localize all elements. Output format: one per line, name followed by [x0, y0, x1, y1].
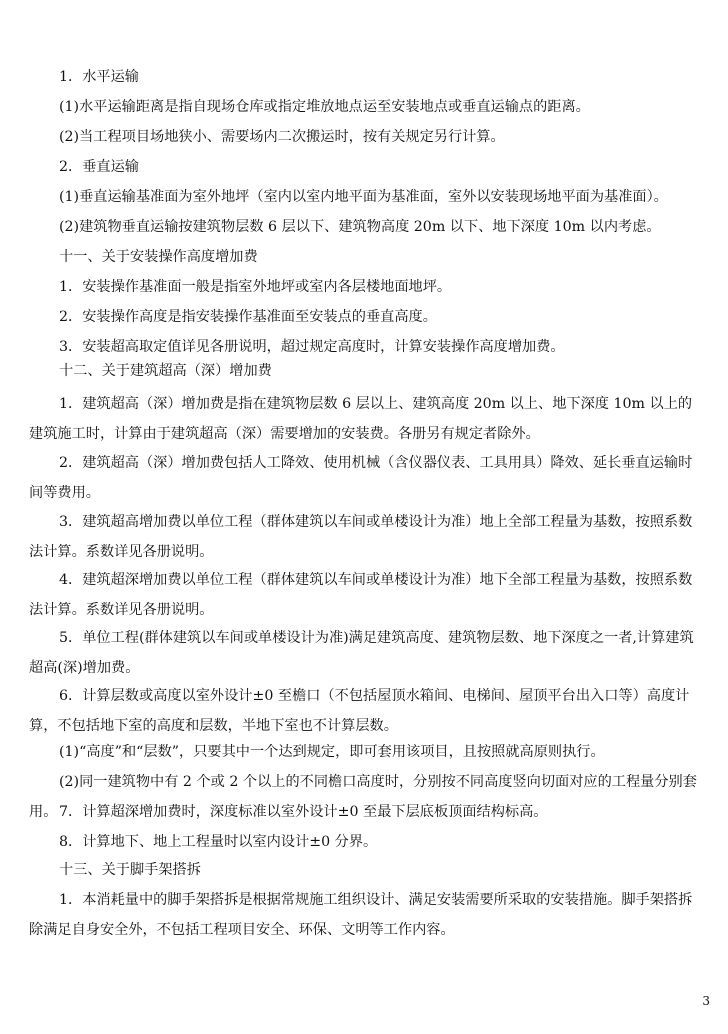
heading-horizontal-transport: 1．水平运输: [59, 69, 139, 85]
paragraph: (1)垂直运输基准面为室外地坪（室内以室内地平面为基准面，室外以安装现场地平面为基准面）。: [59, 189, 668, 205]
paragraph: 3．安装超高取定值详见各册说明，超过规定高度时，计算安装操作高度增加费。: [59, 339, 565, 355]
paragraph: 1．建筑超高（深）增加费是指在建筑物层数 6 层以上、建筑高度 20m 以上、地下深度 10m 以上的建筑施工时，计算由于建筑超高（深）需要增加的安装费。各册另有规定者除外。: [29, 396, 693, 442]
paragraph: 1．安装操作基准面一般是指室外地坪或室内各层楼地面地坪。: [59, 279, 452, 295]
paragraph: 3．建筑超高增加费以单位工程（群体建筑以车间或单楼设计为准）地上全部工程量为基数，按照系数法计算。系数详见各册说明。: [29, 514, 693, 560]
paragraph: 5．单位工程(群体建筑以车间或单楼设计为准)满足建筑高度、建筑物层数、地下深度之一者,计算建筑超高(深)增加费。: [29, 630, 694, 676]
paragraph: (2)同一建筑物中有 2 个或 2 个以上的不同檐口高度时，分别按不同高度竖向切面对应的工程量分别套用。: [29, 774, 697, 820]
section-heading-11: 十一、关于安装操作高度增加费: [59, 249, 258, 265]
paragraph: 8．计算地下、地上工程量时以室内设计±0 分界。: [59, 834, 378, 850]
paragraph: (2)建筑物垂直运输按建筑物层数 6 层以下、建筑物高度 20m 以下、地下深度 10m 以内考虑。: [59, 219, 661, 235]
paragraph: 6．计算层数或高度以室外设计±0 至檐口（不包括屋顶水箱间、电梯间、屋顶平台出入口等）高度计算，不包括地下室的高度和层数，半地下室也不计算层数。: [29, 688, 690, 734]
section-heading-13: 十三、关于脚手架搭拆: [59, 862, 201, 878]
heading-vertical-transport: 2．垂直运输: [59, 159, 139, 175]
section-heading-12: 十二、关于建筑超高（深）增加费: [59, 363, 272, 379]
paragraph: 2．安装操作高度是指安装操作基准面至安装点的垂直高度。: [59, 309, 437, 325]
paragraph: 1．本消耗量中的脚手架搭拆是根据常规施工组织设计、满足安装需要所采取的安装措施。脚手架搭拆除满足自身安全外，不包括工程项目安全、环保、文明等工作内容。: [29, 892, 693, 938]
paragraph: (1)“高度”和“层数”，只要其中一个达到规定，即可套用该项目，且按照就高原则执行。: [59, 744, 605, 760]
paragraph: (1)水平运输距离是指自现场仓库或指定堆放地点运至安装地点或垂直运输点的距离。: [59, 99, 590, 115]
paragraph: 2．建筑超高（深）增加费包括人工降效、使用机械（含仪器仪表、工具用具）降效、延长垂直运输时间等费用。: [29, 455, 693, 501]
paragraph: (2)当工程项目场地狭小、需要场内二次搬运时，按有关规定另行计算。: [59, 129, 505, 145]
paragraph: 7．计算超深增加费时，深度标准以室外设计±0 至最下层底板顶面结构标高。: [59, 804, 548, 820]
paragraph: 4．建筑超深增加费以单位工程（群体建筑以车间或单楼设计为准）地下全部工程量为基数，按照系数法计算。系数详见各册说明。: [29, 572, 693, 618]
page-number: 3: [702, 994, 710, 1008]
